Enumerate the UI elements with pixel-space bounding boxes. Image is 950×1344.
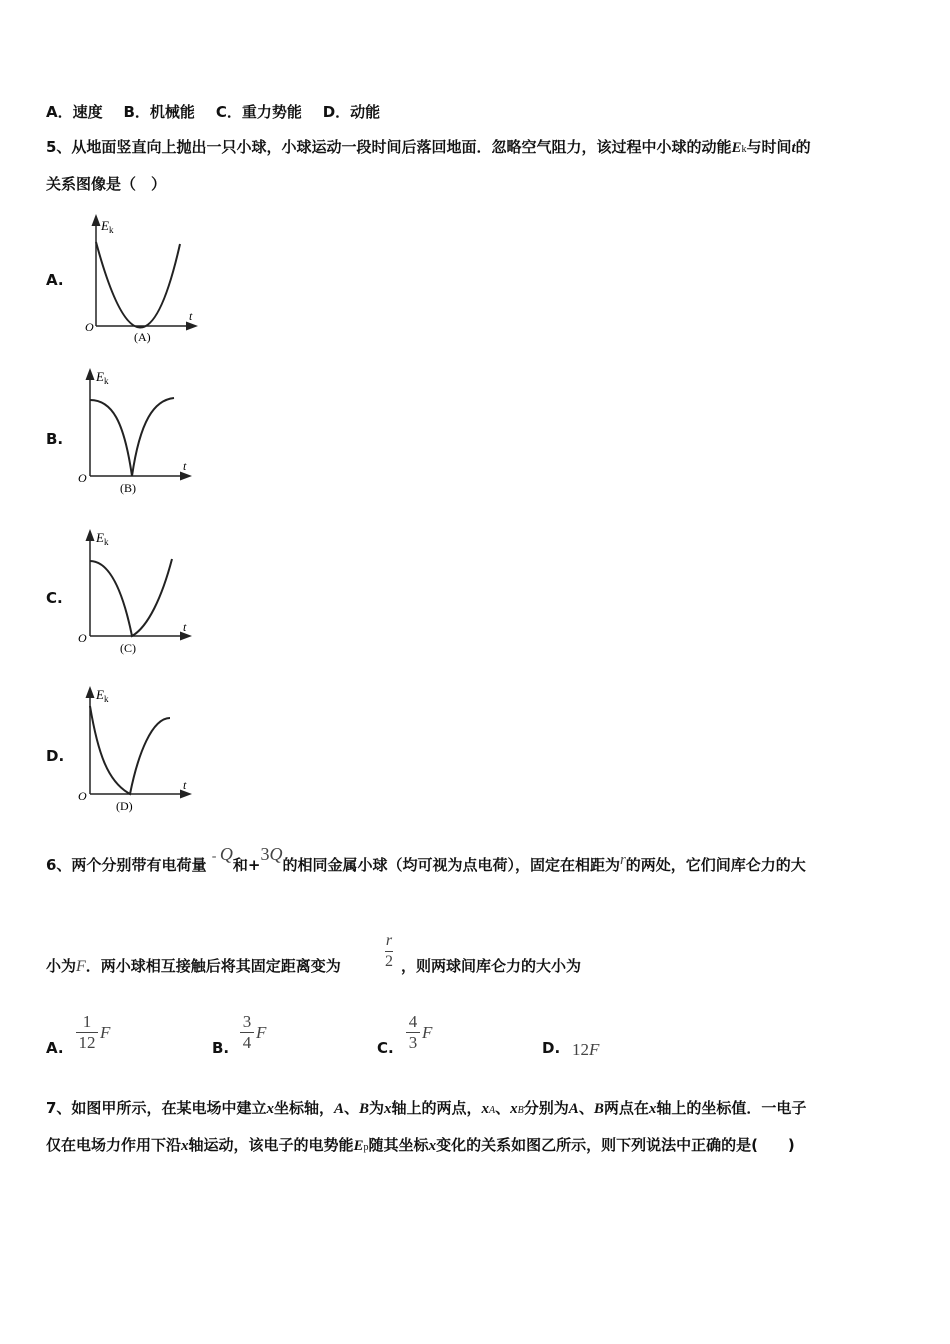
q5-option-b-label[interactable]: B. [46,430,64,448]
q6-stem-line1: 6、两个分别带有电荷量 - Q和+3Q的相同金属小球（均可视为点电荷），固定在相距为r的两处，它们间库仑力的大 [46,844,806,874]
origin-label: O [78,789,87,803]
q6-stem-line2: 小为F．两小球相互接触后将其固定距离变为 [46,957,341,975]
q5-stem-line2: 关系图像是（ ） [46,175,167,193]
q6-option-a-F: F [100,1023,111,1042]
ek-curve [96,242,180,328]
q7-stem-line1: 7、如图甲所示，在某电场中建立x坐标轴，A、B为x轴上的两点，xA、xB分别为A、B两点在x轴上的坐标值．一电子 [46,1099,807,1117]
origin-label: O [78,631,87,645]
q6-option-c-F: F [422,1023,433,1042]
axis-y-label: $E_k$ [96,687,109,704]
ek-curve [90,398,174,476]
q6-option-c-frac: 4 3 [406,1013,420,1052]
q4-options [46,101,380,122]
q5-option-a-label[interactable]: A. [46,271,64,289]
q6-option-d-value: 12F [572,1040,600,1059]
q6-option-a-frac: 1 12 [76,1013,98,1052]
q6-option-c-label[interactable]: C. [377,1039,394,1057]
q4-option-b[interactable]: B．机械能 [123,103,195,121]
q6-option-b-F: F [256,1023,267,1042]
q5-graph-b[interactable] [74,366,199,501]
q7-stem-line2: 仅在电场力作用下沿x轴运动，该电子的电势能Ep随其坐标x变化的关系如图乙所示，则下列说法中正确的是( ) [46,1136,795,1154]
q6-option-b-label[interactable]: B. [212,1039,230,1057]
graph-caption: (B) [120,481,136,495]
ek-curve [90,706,170,794]
axis-y-label: $E_k$ [96,530,109,547]
q6-frac-r-over-2: r 2 [385,932,393,970]
q4-option-c[interactable]: C．重力势能 [215,103,302,121]
q5-stem-line1: 5、从地面竖直向上抛出一只小球，小球运动一段时间后落回地面．忽略空气阻力，该过程中小球的动能Ek与时间t的 [46,138,811,156]
origin-label: O [85,320,94,334]
graph-caption: (C) [120,641,136,655]
q5-graph-c[interactable] [74,527,199,662]
graph-caption: (D) [116,799,133,813]
q6-option-a-label[interactable]: A. [46,1039,64,1057]
ek-curve [90,559,172,636]
axis-y-label: $E_k$ [96,369,109,386]
q5-graph-a[interactable] [80,212,200,347]
q6-stem-line2-end: ，则两球间库仑力的大小为 [401,957,582,975]
axis-x-label: t [183,459,187,473]
q5-option-c-label[interactable]: C. [46,589,63,607]
q6-option-d-label[interactable]: D. [542,1039,561,1057]
q5-graph-d[interactable] [74,684,199,819]
q6-option-b-frac: 3 4 [240,1013,254,1052]
axis-x-label: t [183,620,187,634]
axis-x-label: t [183,778,187,792]
q5-option-d-label[interactable]: D. [46,747,65,765]
q4-option-a[interactable]: A．速度 [46,103,103,121]
graph-caption: (A) [134,330,151,344]
q4-option-d[interactable]: D．动能 [322,103,381,121]
origin-label: O [78,471,87,485]
axis-y-label: $E_k$ [101,218,114,235]
axis-x-label: t [189,309,193,323]
